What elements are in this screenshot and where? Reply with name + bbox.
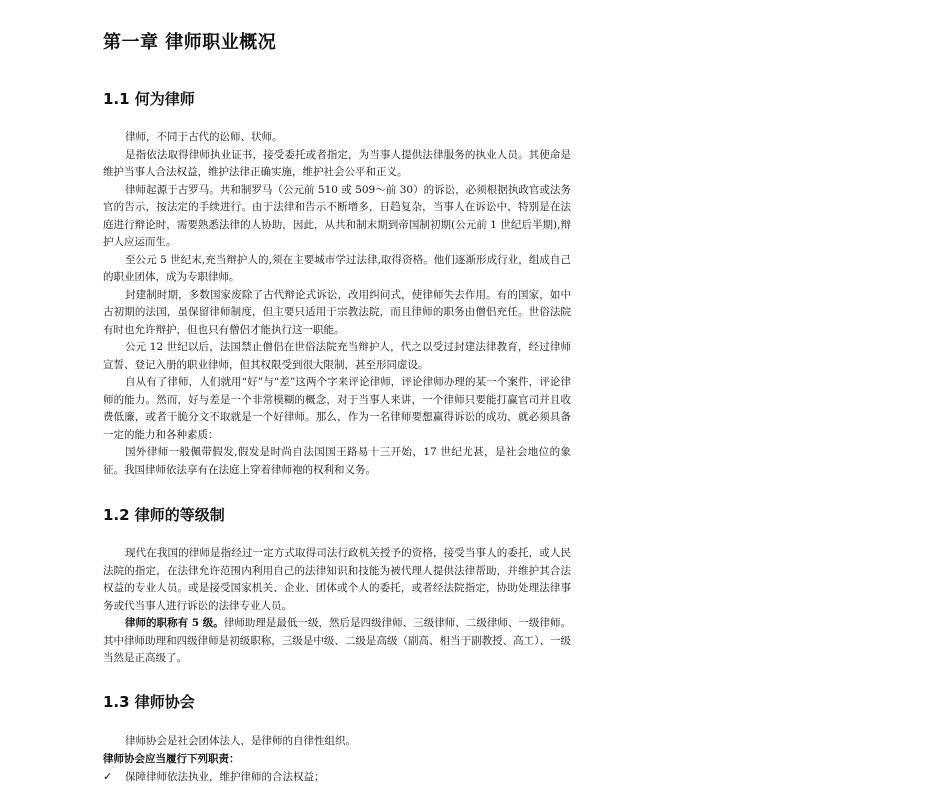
paragraph: 封建制时期，多数国家废除了古代辩论式诉讼，改用纠问式，使律师失去作用。有的国家，如中古初期的法国，虽保留律师制度，但主要只适用于宗教法院，而且律师的职务由僧侣充任。世俗法院有时也允许辩护，但也只有僧侣才能执行这一职能。 <box>103 288 571 336</box>
duty-text: 保障律师依法执业，维护律师的合法权益； <box>125 771 325 783</box>
section-1-3-body <box>103 733 571 787</box>
paragraph: 公元 12 世纪以后，法国禁止僧侣在世俗法院充当辩护人，代之以受过封建法律教育，经过律师宣誓、登记入册的职业律师，但其权限受到很大限制，甚至形同虚设。 <box>103 341 571 371</box>
paragraph: 是指依法取得律师执业证书，接受委托或者指定，为当事人提供法律服务的执业人员。其使命是维护当事人合法权益，维护法律正确实施，维护社会公平和正义。 <box>103 148 571 178</box>
grade-text: 律师助理是最低一级，然后是四级律师、三级律师、二级律师、一级律师。其中律师助理和四级律师是初级职称，三级是中级、二级是高级（副高、相当于副教授、高工）、一级当然是正高级了。 <box>103 617 571 664</box>
paragraph: 自从有了律师，人们就用“好”与“差”这两个字来评论律师，评论律师办理的某一个案件，评论律师的能力。然而，好与差是一个非常模糊的概念，对于当事人来讲，一个律师只要能打赢官司并且收费低廉，或者干脆分文不取就是一个好律师。那么，作为一名律师要想赢得诉讼的成功，就必须具备一定的能力和各种素质： <box>103 376 571 441</box>
section-1-1-body <box>103 129 571 479</box>
grade-bold-lead: 律师的职称有 5 级。 <box>125 617 224 629</box>
section-title-1-2: 1.2 律师的等级制 <box>103 506 225 524</box>
chapter-title: 第一章 律师职业概况 <box>103 32 277 53</box>
paragraph: 律师，不同于古代的讼师、状师。 <box>125 131 283 143</box>
section-title-1-3: 1.3 律师协会 <box>103 693 195 711</box>
grade-paragraph <box>103 615 571 668</box>
paragraph: 国外律师一般佩带假发,假发是时尚自法国国王路易十三开始，17 世纪尤甚，是社会地位的象征。我国律师依法享有在法庭上穿着律师袍的权利和义务。 <box>103 446 571 476</box>
section-1-2-body <box>103 545 571 668</box>
paragraph: 律师协会是社会团体法人，是律师的自律性组织。 <box>125 735 356 747</box>
paragraph: 至公元 5 世纪末,充当辩护人的,须在主要城市学过法律,取得资格。他们逐渐形成行业，组成自己的职业团体，成为专职律师。 <box>103 253 571 283</box>
section-title-1-1: 1.1 何为律师 <box>103 90 195 108</box>
paragraph: 现代在我国的律师是指经过一定方式取得司法行政机关授予的资格，接受当事人的委托，或人民法院的指定，在法律允许范围内利用自己的法律知识和技能为被代理人提供法律帮助，并维护其合法权益的专业人员。或是接受国家机关、企业、团体或个人的委托，或者经法院指定，协助处理法律事务或代当事人进行诉讼的法律专业人员。 <box>103 547 571 612</box>
paragraph: 律师起源于古罗马。共和制罗马（公元前 510 或 509～前 30）的诉讼，必须根据执政官或法务官的告示，按法定的手续进行。由于法律和告示不断增多，日趋复杂，当事人在诉讼中，特别是在法庭进行辩论时，需要熟悉法律的人协助，因此，从共和制末期到帝国制初期(公元前 1 世纪后半期),辩护人应运而生。 <box>103 183 571 248</box>
check-icon: ✓ <box>103 770 113 783</box>
duties-heading: 律师协会应当履行下列职责： <box>103 752 240 765</box>
